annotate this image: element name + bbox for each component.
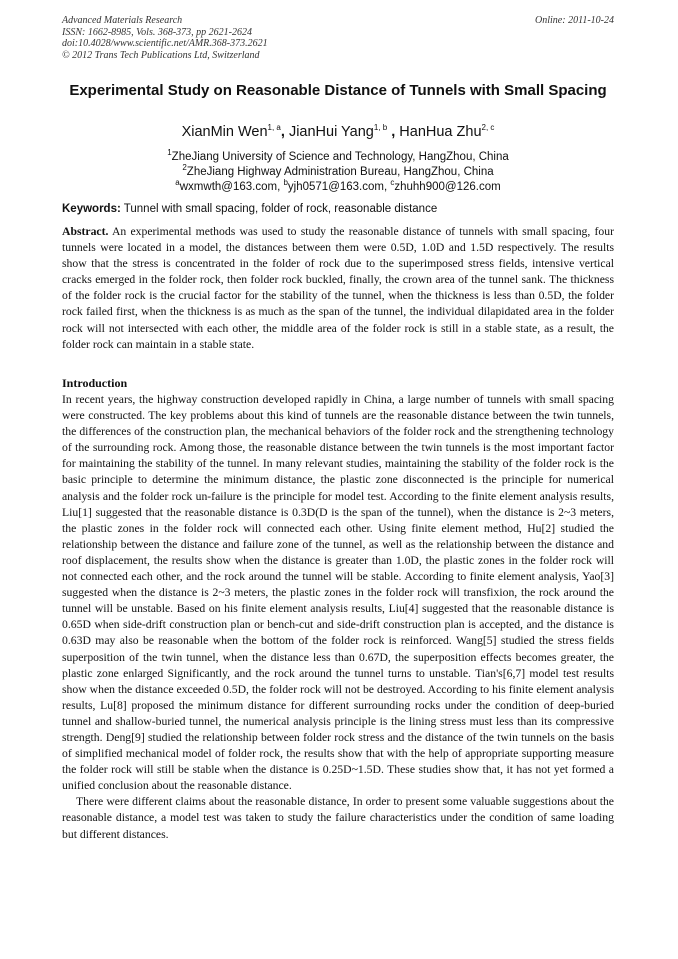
email-link[interactable]: zhuhh900@126.com: [394, 181, 501, 193]
paragraph: In recent years, the highway construction developed rapidly in China, a large number of tunnels with small spacing were constructed. The key problems about this kind of tunnels are the reasonable distance between the twin tunnels, the differences of the construction plan, the mechanical behaviors of the folder rock and the strengthening technology of the surrounding rock. Among those, the reasonable distance between the twin tunnels is the most important factor for maintaining the stability of the tunnel. In many relevant studies, maintaining the stability of the folder rock is the basic principle to determine the minimum distance, the plastic zone disconnected is the principle for numerical analysis and the folder rock un-failure is the principle for model test. According to the finite element analysis results, Liu[1] suggested that the reasonable distance is 0.3D(D is the span of the tunnel), when the distance is 2~3 meters, the plastic zones in the folder rock will connected each other. Using finite element method, Hu[2] studied the relationship between the distance and failure zone of the tunnel, as well as the relationship between the distance and roof displacement, the results show when the distance is greater than 1.0D, the plastic zones in the folder rock will not connected each other, and the rock around the tunnel will be stable. According to finite element analysis, Yao[3] suggested when the distance is 2~3 meters, the plastic zones in the folder rock will transfixion, the rock around the tunnel will be unstable. Based on his finite element analysis results, Liu[4] suggested that the reasonable distance is 0.65D when side-drift construction plan or bench-cut and side-drift construction plan is accepted, and the distance is 0.63D may also be reasonable when the bottom of the folder rock is reinforced. Wang[5] studied the stress fields superposition of the twin tunnel, when the distance less than 0.67D, the superposition effects becomes greater, the plastic zone enlarged Significantly, and the rock around the tunnel turns to unstable. Tian's[6,7] model test results show when the distance exceeded 0.5D, the folder rock will not be destroyed. According to his finite element analysis results, Lu[8] proposed the minimum distance for different surrounding rocks under the condition of deep-buried tunnel and shallow-buried tunnel, the numerical analysis principle is the lining stress must less than its compressive strength. Deng[9] studied the relationship between folder rock stress and the distance of the twin tunnels on the basis of simplified mechanical model of folder rock, the results show that with the help of appropriate supporting measure the folder rock will still be stable when the distance is 0.25D~1.5D. These studies show that, it has not yet formed a unified conclusion about the reasonable distance.: [62, 393, 614, 793]
author-list: XianMin Wen$^{1, a}$, JianHui Yang$^{1, b}$ , HanHua Zhu$^{2, c}$: [181, 123, 495, 140]
affiliation-line: $^2$ZheJiang Highway Administration Bureau, HangZhou, China: [182, 163, 494, 178]
doi-line: doi:10.4028/www.scientific.net/AMR.368-373.2621: [62, 38, 268, 49]
paragraph: There were different claims about the reasonable distance, In order to present some valuable suggestions about the reasonable distance, a model test was taken to study the failure characteristics under the condition of same loading but different distances.: [62, 795, 614, 841]
keywords-label: Keywords:: [62, 203, 121, 215]
author-affiliation-mark: 1, b: [373, 123, 388, 133]
abstract: [62, 224, 614, 353]
author-affiliation-mark: 1, a: [267, 123, 281, 133]
email-link[interactable]: yjh0571@163.com: [287, 181, 384, 193]
keywords-text: Tunnel with small spacing, folder of rock, reasonable distance: [123, 203, 438, 215]
affiliation-line: $^1$ZheJiang University of Science and Technology, HangZhou, China: [167, 148, 509, 163]
issn-line: ISSN: 1662-8985, Vols. 368-373, pp 2621-2624: [62, 26, 252, 38]
abstract-label: Abstract.: [62, 225, 109, 238]
online-date: Online: 2011-10-24: [535, 15, 614, 26]
abstract-text: An experimental methods was used to study the reasonable distance of tunnels with small spacing, four tunnels were located in a model, the distances between them were 0.5D, 1.0D and 1.5D respectively. The results show that the stress is concentrated in the folder of rock due to the superimposed stress fields, intensive vertical cracks emerged in the folder rock, then folder rock buckled, finally, the crown area of the tunnel sank. The thickness of the folder rock is the crucial factor for the stability of the tunnel, when the thickness is less than 0.5D, the folder rock failed first, when the thickness is as much as the span of the tunnel, the individual dilapidated area in the folder rock will not intersected with each other, the middle area of the folder rock is still in a stable state, as a result, the folder rock can maintain in a stable state.: [62, 225, 614, 351]
section-heading-introduction: Introduction: [62, 376, 128, 390]
keywords: [62, 203, 614, 215]
introduction-body: [62, 392, 614, 843]
journal-header: [62, 15, 268, 61]
author-name: XianMin Wen: [181, 124, 268, 140]
journal-name: Advanced Materials Research: [62, 15, 183, 26]
author-name: HanHua Zhu: [399, 124, 482, 140]
email-link[interactable]: wxmwth@163.com: [179, 181, 278, 193]
author-name: JianHui Yang: [288, 124, 374, 140]
copyright-line: © 2012 Trans Tech Publications Ltd, Switzerland: [62, 49, 260, 61]
affiliations: [62, 150, 614, 195]
email-line: $^a$wxmwth@163.com, $^b$yjh0571@163.com, $^c$zhuhh900@126.com: [175, 178, 501, 193]
paper-title: Experimental Study on Reasonable Distance of Tunnels with Small Spacing: [69, 82, 607, 99]
author-affiliation-mark: 2, c: [481, 123, 495, 133]
